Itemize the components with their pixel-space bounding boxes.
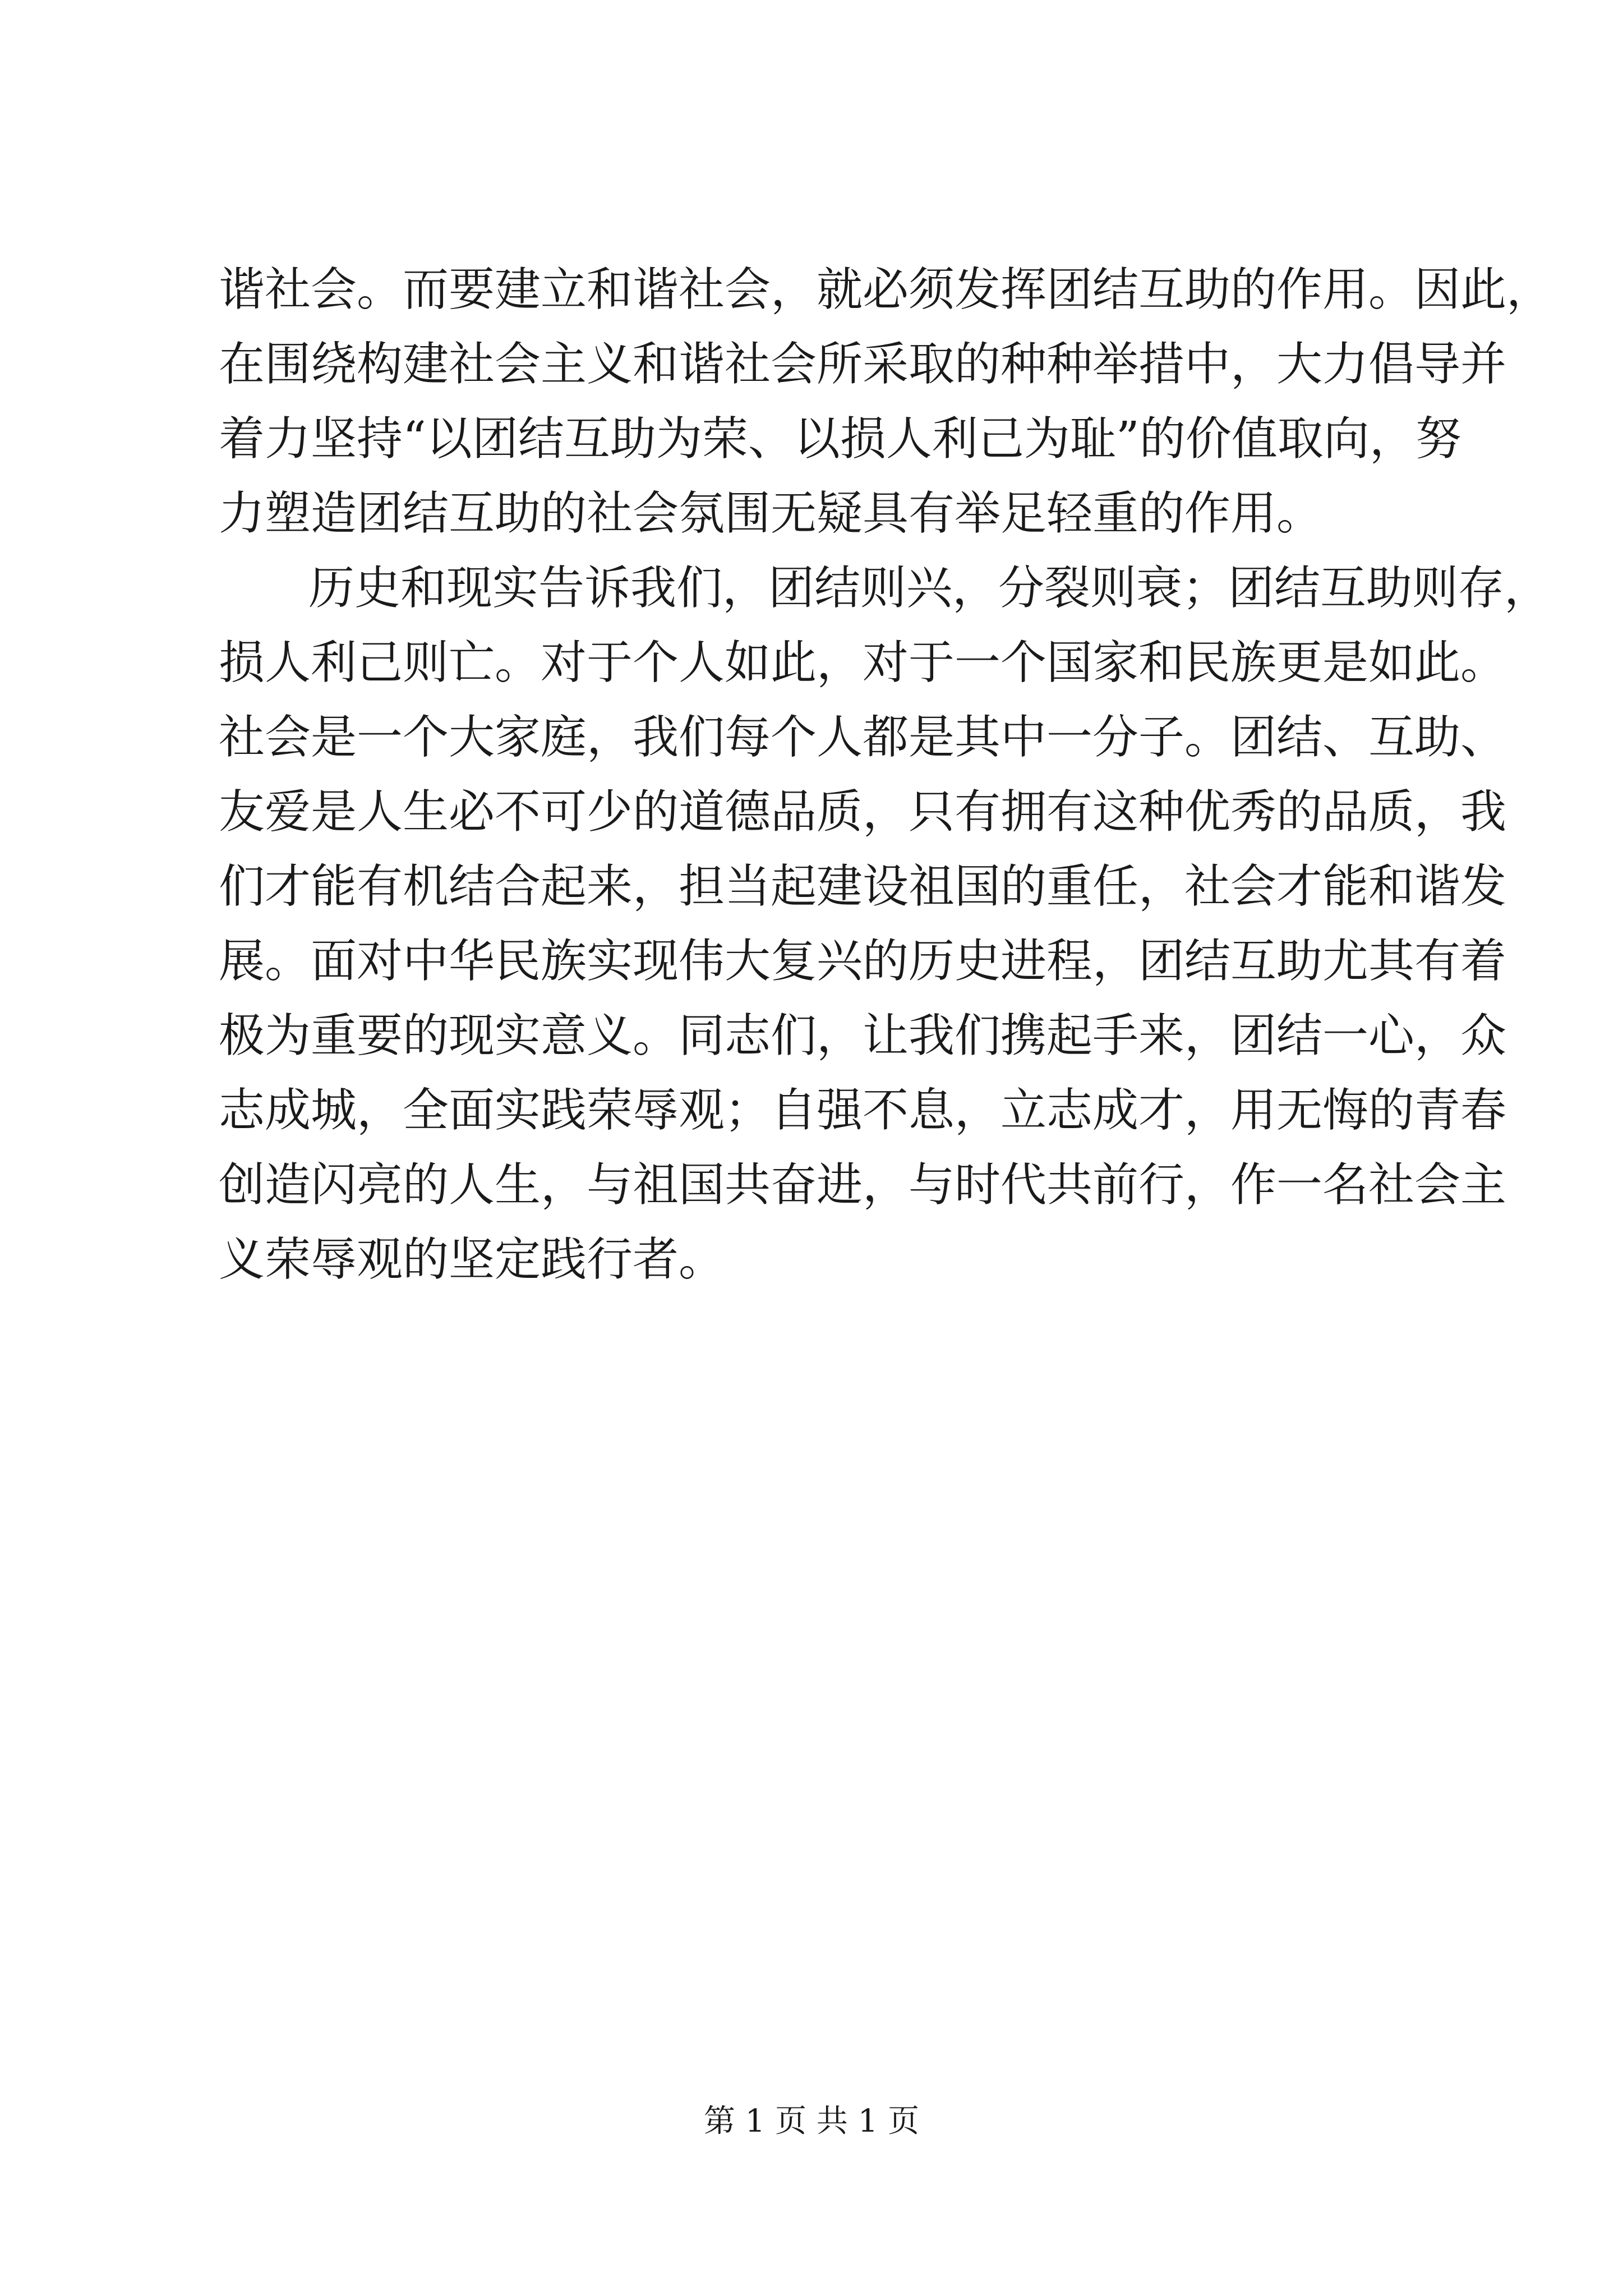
text-line: 社会是一个大家庭，我们每个人都是其中一分子。团结、互助、 bbox=[219, 711, 1507, 764]
text-line: 展。面对中华民族实现伟大复兴的历史进程，团结互助尤其有着 bbox=[219, 935, 1507, 988]
text-line: 损人利己则亡。对于个人如此，对于一个国家和民族更是如此。 bbox=[219, 636, 1507, 689]
text-line: 力塑造团结互助的社会氛围无疑具有举足轻重的作用。 bbox=[219, 487, 1323, 540]
document-body bbox=[219, 252, 1553, 1297]
text-line: 极为重要的现实意义。同志们，让我们携起手来，团结一心，众 bbox=[219, 1009, 1507, 1062]
text-line: 义荣辱观的坚定践行者。 bbox=[219, 1233, 725, 1286]
text-line: 谐社会。而要建立和谐社会，就必须发挥团结互助的作用。因此， bbox=[219, 263, 1553, 316]
page-number-footer: 第 1 页 共 1 页 bbox=[703, 2103, 920, 2139]
text-line: 在围绕构建社会主义和谐社会所采取的种种举措中，大力倡导并 bbox=[219, 338, 1507, 391]
text-line: 志成城，全面实践荣辱观；自强不息，立志成才，用无悔的青春 bbox=[219, 1084, 1507, 1137]
text-line: 历史和现实告诉我们，团结则兴，分裂则衰；团结互助则存， bbox=[308, 562, 1551, 615]
paragraph-1 bbox=[219, 252, 1553, 551]
text-line: 们才能有机结合起来，担当起建设祖国的重任，社会才能和谐发 bbox=[219, 860, 1507, 913]
paragraph-2 bbox=[219, 551, 1551, 1297]
text-line: 创造闪亮的人生，与祖国共奋进，与时代共前行，作一名社会主 bbox=[219, 1158, 1507, 1212]
text-line: 着力坚持“以团结互助为荣、以损人利己为耻”的价值取向，努 bbox=[219, 412, 1461, 466]
text-line: 友爱是人生必不可少的道德品质，只有拥有这种优秀的品质，我 bbox=[219, 785, 1507, 839]
